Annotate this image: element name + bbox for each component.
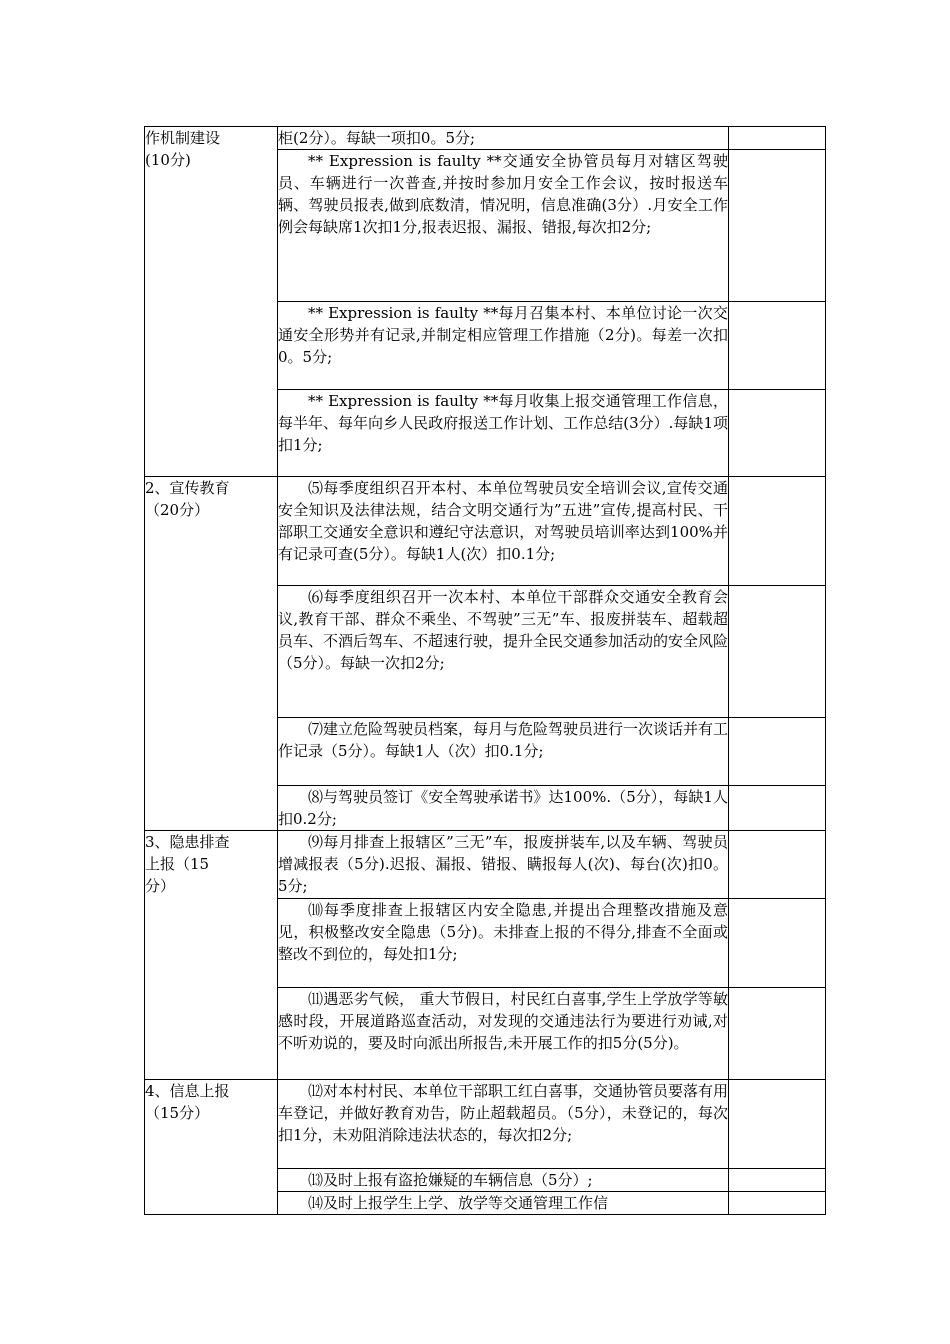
criteria-cell: ⒁及时上报学生上学、放学等交通管理工作信 bbox=[278, 1192, 729, 1215]
criteria-cell: ⑺建立危险驾驶员档案，每月与危险驾驶员进行一次谈话并有工作记录（5分）。每缺1人（次）扣0.1分; bbox=[278, 718, 729, 786]
score-cell bbox=[729, 988, 826, 1080]
score-cell bbox=[729, 1169, 826, 1192]
criteria-cell: 柜(2分）。每缺一项扣0。5分; bbox=[278, 127, 729, 150]
score-cell bbox=[729, 831, 826, 899]
score-cell bbox=[729, 718, 826, 786]
score-cell bbox=[729, 302, 826, 390]
score-cell bbox=[729, 477, 826, 586]
category-label-line: 上报（15 bbox=[145, 855, 210, 873]
criteria-cell: ⑿对本村村民、本单位干部职工红白喜事，交通协管员要落有用车登记，并做好教育劝告，防止超载超员。（5分），未登记的，每次扣1分，未劝阻消除违法状态的，每次扣2分; bbox=[278, 1080, 729, 1169]
criteria-cell: ⑸每季度组织召开本村、本单位驾驶员安全培训会议,宣传交通安全知识及法律法规，结合文明交通行为”五进”宣传,提高村民、干部职工交通安全意识和遵纪守法意识，对驾驶员培训率达到100%并有记录可查(5分）。每缺1人(次）扣0.1分; bbox=[278, 477, 729, 586]
score-cell bbox=[729, 127, 826, 150]
score-cell bbox=[729, 586, 826, 718]
score-cell bbox=[729, 786, 826, 831]
category-cell bbox=[145, 127, 278, 477]
category-cell bbox=[145, 1080, 278, 1215]
criteria-cell: ⒀及时上报有盗抢嫌疑的车辆信息（5分）; bbox=[278, 1169, 729, 1192]
criteria-cell: ⑼每月排查上报辖区”三无”车，报废拼装车,以及车辆、驾驶员增减报表（5分).迟报、漏报、错报、瞒报每人(次)、每台(次)扣0。5分; bbox=[278, 831, 729, 899]
criteria-cell: ⑻与驾驶员签订《安全驾驶承诺书》达100%.（5分），每缺1人扣0.2分; bbox=[278, 786, 729, 831]
category-label-line: 2、宣传教育 bbox=[145, 479, 230, 497]
category-label-line: 3、隐患排查 bbox=[145, 833, 230, 851]
table-row bbox=[145, 831, 826, 899]
category-label-line: 作机制建设 bbox=[145, 129, 221, 147]
criteria-cell: ⑽每季度排查上报辖区内安全隐患,并提出合理整改措施及意见，积极整改安全隐患（5分)。未排查上报的不得分,排查不全面或整改不到位的，每处扣1分; bbox=[278, 899, 729, 988]
score-cell bbox=[729, 1192, 826, 1215]
score-cell bbox=[729, 899, 826, 988]
category-label-line: （15分） bbox=[145, 1104, 210, 1122]
category-cell bbox=[145, 831, 278, 1080]
category-cell bbox=[145, 477, 278, 831]
category-label-line: （20分） bbox=[145, 501, 210, 519]
score-cell bbox=[729, 390, 826, 477]
table-row bbox=[145, 127, 826, 150]
criteria-cell: ⑹每季度组织召开一次本村、本单位干部群众交通安全教育会议,教育干部、群众不乘坐、不驾驶”三无”车、报废拼装车、超载超员车、不酒后驾车、不超速行驶，提升全民交通参加活动的安全风险 （5分）。每缺一次扣2分; bbox=[278, 586, 729, 718]
assessment-table bbox=[144, 126, 826, 1215]
criteria-cell: ** Expression is faulty **每月收集上报交通管理工作信息，每半年、每年向乡人民政府报送工作计划、工作总结(3分）.每缺1项扣1分; bbox=[278, 390, 729, 477]
score-cell bbox=[729, 150, 826, 302]
table-row bbox=[145, 1080, 826, 1169]
category-label-line: 分） bbox=[145, 877, 176, 895]
criteria-cell: ** Expression is faulty **每月召集本村、本单位讨论一次交通安全形势并有记录,并制定相应管理工作措施（2分)。每差一次扣0。5分; bbox=[278, 302, 729, 390]
criteria-cell: ⑾遇恶劣气候， 重大节假日，村民红白喜事,学生上学放学等敏感时段，开展道路巡查活动，对发现的交通违法行为要进行劝诫,对不听劝说的，要及时向派出所报告,未开展工作的扣5分(5分)。 bbox=[278, 988, 729, 1080]
category-label-line: 4、信息上报 bbox=[145, 1082, 230, 1100]
category-label-line: (10分) bbox=[145, 151, 191, 169]
table-row bbox=[145, 477, 826, 586]
criteria-cell: ** Expression is faulty **交通安全协管员每月对辖区驾驶员、车辆进行一次普查,并按时参加月安全工作会议，按时报送车辆、驾驶员报表,做到底数清，情况明，信息准确(3分）.月安全工作例会每缺席1次扣1分,报表迟报、漏报、错报,每次扣2分; bbox=[278, 150, 729, 302]
score-cell bbox=[729, 1080, 826, 1169]
